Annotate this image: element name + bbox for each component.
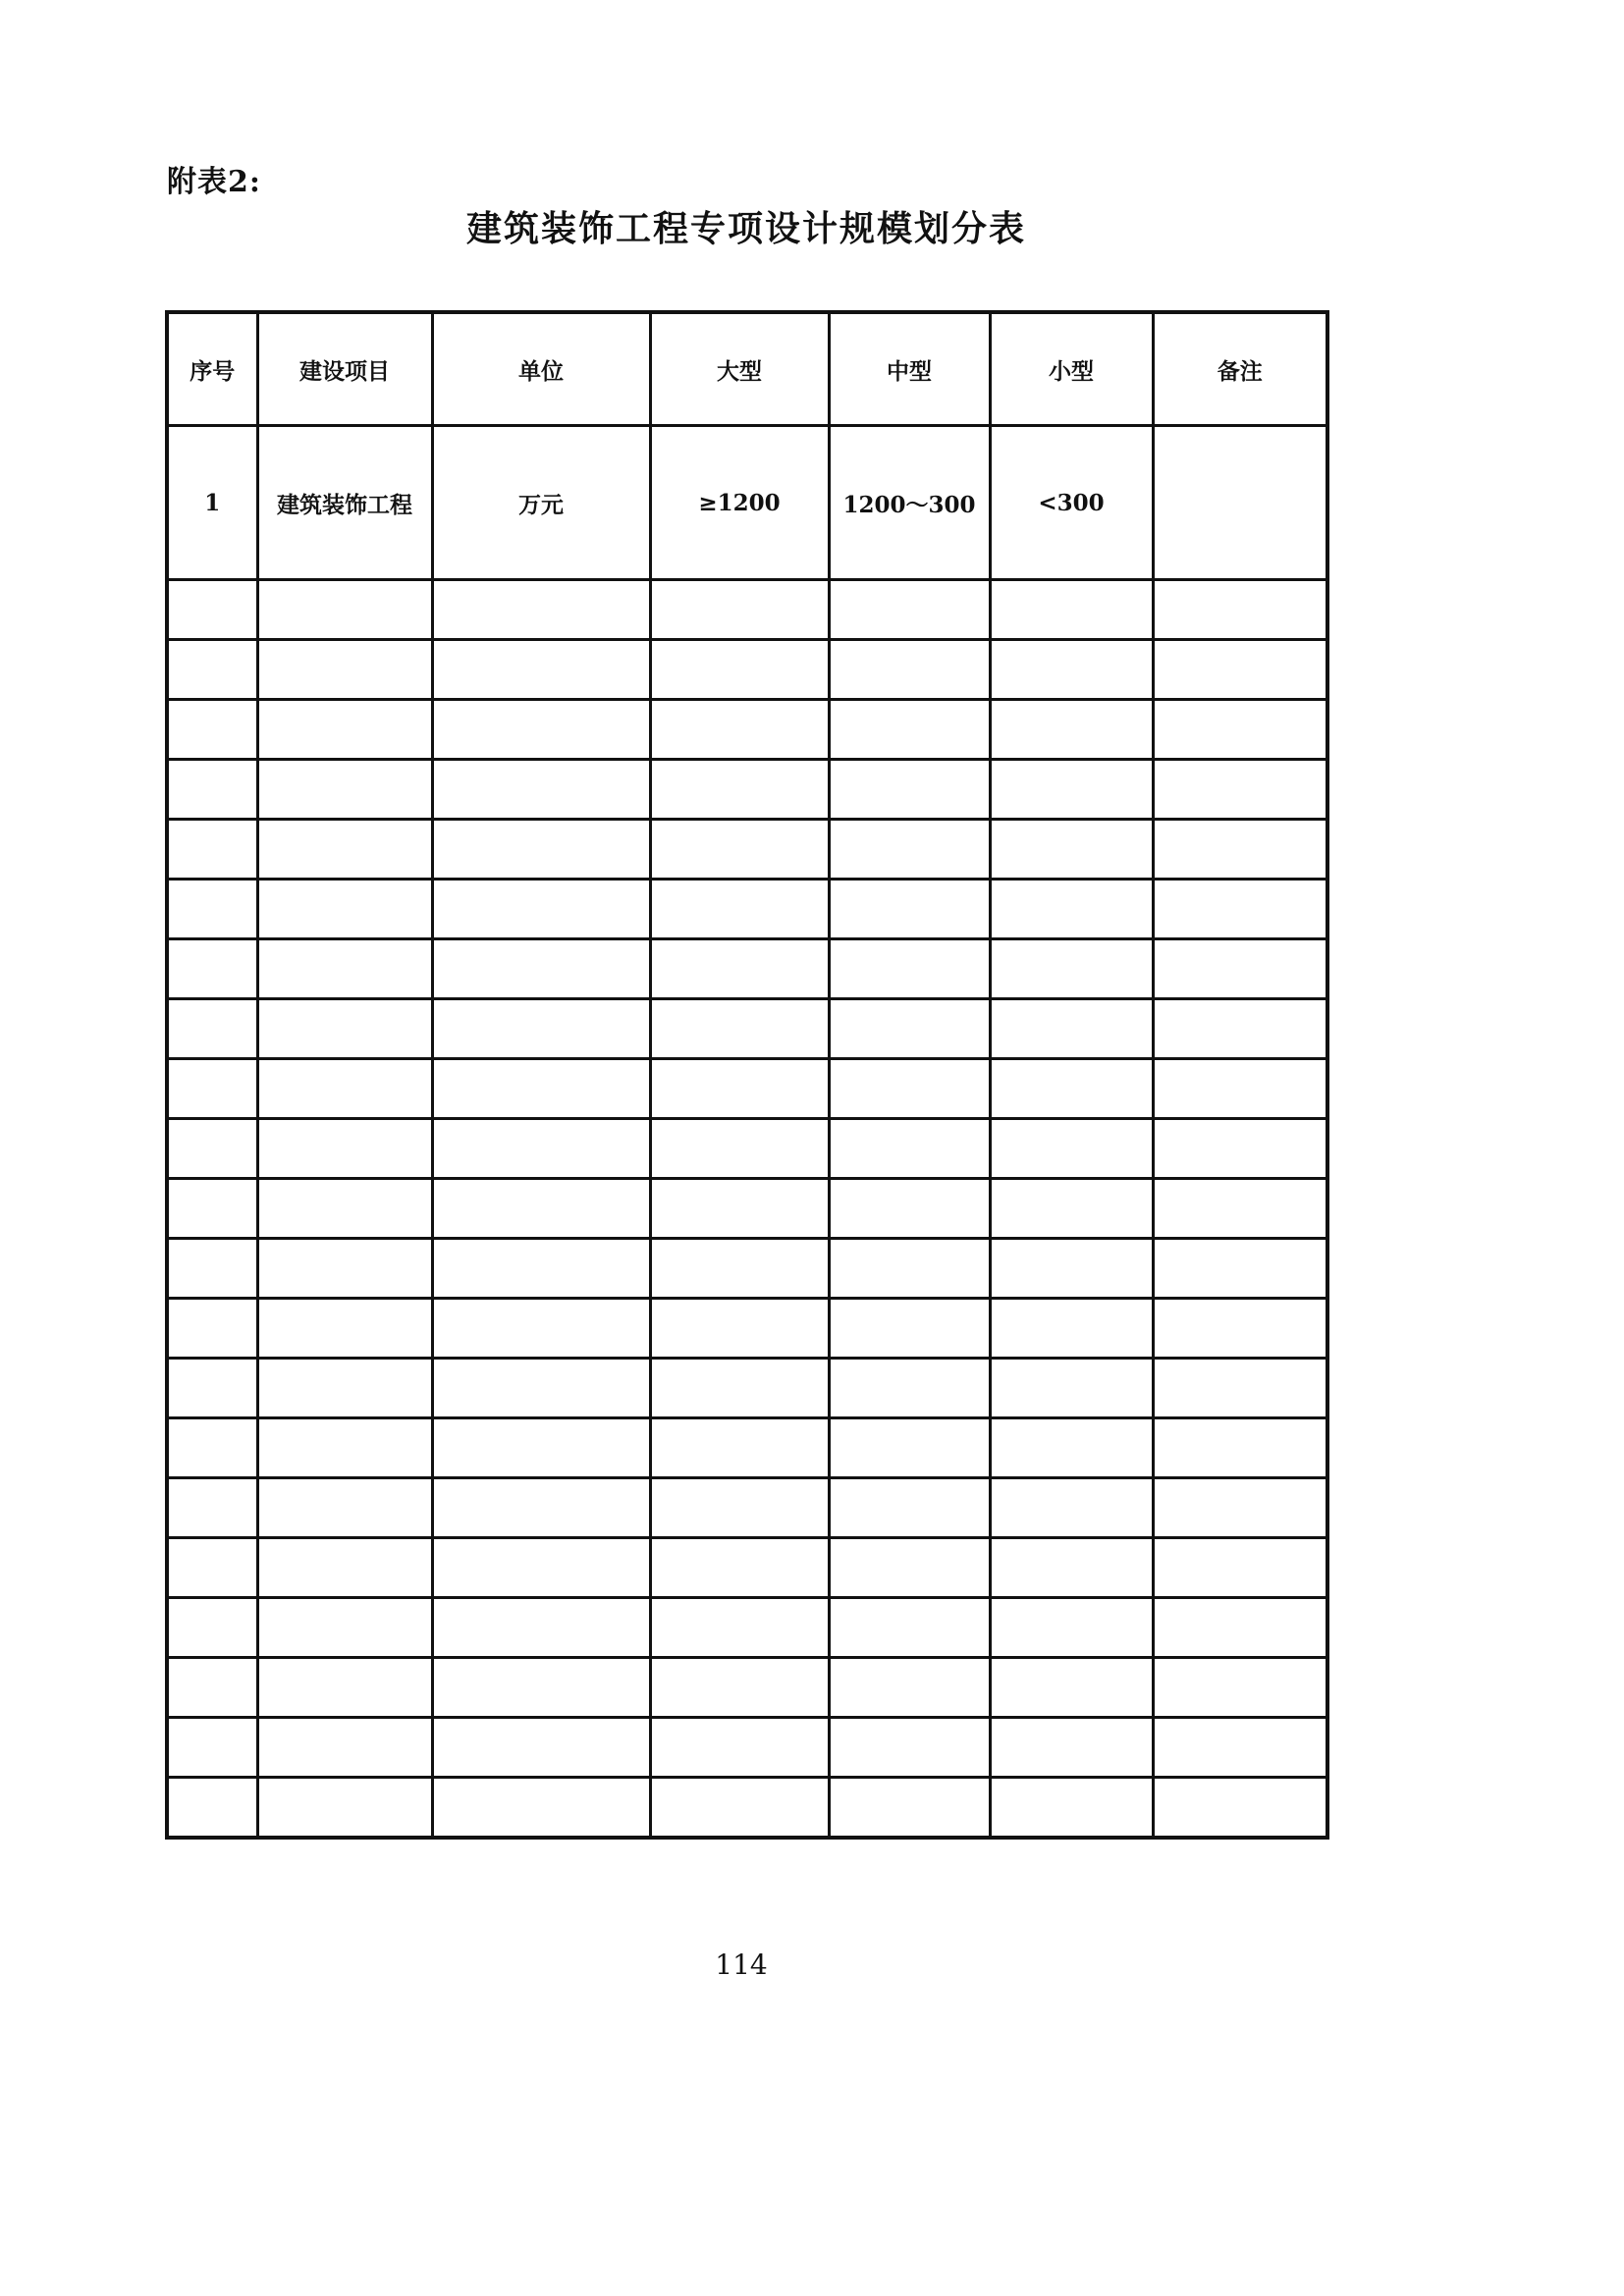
blank-cell bbox=[1153, 700, 1327, 760]
blank-table-row bbox=[167, 1418, 1327, 1478]
blank-cell bbox=[432, 1059, 650, 1119]
blank-cell bbox=[432, 1658, 650, 1718]
blank-cell bbox=[1153, 1359, 1327, 1418]
blank-table-row bbox=[167, 1239, 1327, 1299]
blank-table-row bbox=[167, 1538, 1327, 1598]
table-row bbox=[167, 426, 1327, 580]
cell-unit: 万元 bbox=[432, 426, 650, 580]
blank-cell bbox=[650, 640, 829, 700]
blank-cell bbox=[990, 1299, 1153, 1359]
blank-cell bbox=[257, 1778, 432, 1839]
blank-table-row bbox=[167, 580, 1327, 640]
blank-cell bbox=[167, 1778, 257, 1839]
blank-cell bbox=[257, 999, 432, 1059]
blank-cell bbox=[167, 1598, 257, 1658]
blank-cell bbox=[650, 820, 829, 880]
blank-cell bbox=[432, 939, 650, 999]
blank-cell bbox=[257, 580, 432, 640]
document-title: 建筑装饰工程专项设计规模划分表 bbox=[465, 209, 1026, 249]
blank-cell bbox=[990, 999, 1153, 1059]
blank-cell bbox=[257, 820, 432, 880]
blank-cell bbox=[650, 1239, 829, 1299]
blank-table-row bbox=[167, 880, 1327, 939]
blank-cell bbox=[257, 1538, 432, 1598]
blank-cell bbox=[1153, 1239, 1327, 1299]
blank-cell bbox=[990, 1119, 1153, 1179]
blank-table-row bbox=[167, 1299, 1327, 1359]
blank-cell bbox=[257, 1598, 432, 1658]
blank-cell bbox=[1153, 1418, 1327, 1478]
blank-cell bbox=[167, 1299, 257, 1359]
blank-cell bbox=[432, 580, 650, 640]
blank-cell bbox=[829, 939, 990, 999]
blank-table-row bbox=[167, 1778, 1327, 1839]
blank-cell bbox=[1153, 1538, 1327, 1598]
blank-cell bbox=[1153, 1179, 1327, 1239]
blank-cell bbox=[829, 1538, 990, 1598]
blank-cell bbox=[432, 880, 650, 939]
blank-cell bbox=[1153, 880, 1327, 939]
blank-cell bbox=[1153, 760, 1327, 820]
blank-cell bbox=[257, 1478, 432, 1538]
blank-cell bbox=[990, 820, 1153, 880]
blank-cell bbox=[990, 1778, 1153, 1839]
blank-cell bbox=[167, 880, 257, 939]
blank-cell bbox=[650, 1598, 829, 1658]
blank-cell bbox=[829, 1418, 990, 1478]
blank-cell bbox=[432, 1359, 650, 1418]
blank-cell bbox=[1153, 1478, 1327, 1538]
blank-cell bbox=[1153, 1778, 1327, 1839]
blank-cell bbox=[650, 580, 829, 640]
blank-cell bbox=[257, 1359, 432, 1418]
cell-project: 建筑装饰工程 bbox=[257, 426, 432, 580]
blank-cell bbox=[167, 1718, 257, 1778]
blank-cell bbox=[167, 1418, 257, 1478]
blank-cell bbox=[829, 1119, 990, 1179]
blank-cell bbox=[650, 939, 829, 999]
blank-cell bbox=[167, 1179, 257, 1239]
blank-cell bbox=[432, 1418, 650, 1478]
blank-cell bbox=[257, 1718, 432, 1778]
blank-cell bbox=[167, 700, 257, 760]
blank-cell bbox=[990, 939, 1153, 999]
blank-cell bbox=[167, 1478, 257, 1538]
blank-cell bbox=[990, 580, 1153, 640]
cell-index: 1 bbox=[167, 426, 257, 580]
header-index: 序号 bbox=[167, 312, 257, 426]
blank-table-row bbox=[167, 1598, 1327, 1658]
blank-cell bbox=[432, 820, 650, 880]
blank-table-row bbox=[167, 1059, 1327, 1119]
header-medium: 中型 bbox=[829, 312, 990, 426]
blank-cell bbox=[650, 1658, 829, 1718]
blank-table-row bbox=[167, 820, 1327, 880]
blank-cell bbox=[257, 700, 432, 760]
cell-small: <300 bbox=[990, 426, 1153, 580]
blank-cell bbox=[829, 1658, 990, 1718]
blank-cell bbox=[990, 1179, 1153, 1239]
blank-cell bbox=[432, 1299, 650, 1359]
blank-cell bbox=[650, 1718, 829, 1778]
blank-cell bbox=[829, 1718, 990, 1778]
blank-table-row bbox=[167, 1359, 1327, 1418]
blank-cell bbox=[829, 580, 990, 640]
header-unit: 单位 bbox=[432, 312, 650, 426]
blank-cell bbox=[432, 1239, 650, 1299]
blank-cell bbox=[167, 1119, 257, 1179]
blank-cell bbox=[990, 1239, 1153, 1299]
blank-cell bbox=[650, 999, 829, 1059]
blank-table-row bbox=[167, 1478, 1327, 1538]
blank-cell bbox=[257, 760, 432, 820]
blank-cell bbox=[990, 1418, 1153, 1478]
blank-table-row bbox=[167, 999, 1327, 1059]
blank-cell bbox=[829, 1179, 990, 1239]
blank-cell bbox=[829, 1299, 990, 1359]
appendix-label: 附表2: bbox=[167, 165, 261, 199]
blank-cell bbox=[829, 760, 990, 820]
blank-cell bbox=[167, 1359, 257, 1418]
blank-cell bbox=[167, 999, 257, 1059]
blank-cell bbox=[829, 880, 990, 939]
blank-cell bbox=[1153, 1059, 1327, 1119]
blank-cell bbox=[167, 939, 257, 999]
blank-cell bbox=[432, 1778, 650, 1839]
page-number: 114 bbox=[715, 1949, 768, 1981]
blank-cell bbox=[990, 1538, 1153, 1598]
blank-cell bbox=[990, 700, 1153, 760]
blank-cell bbox=[829, 1598, 990, 1658]
blank-cell bbox=[167, 820, 257, 880]
cell-remarks bbox=[1153, 426, 1327, 580]
header-large: 大型 bbox=[650, 312, 829, 426]
blank-cell bbox=[257, 1179, 432, 1239]
blank-cell bbox=[829, 1059, 990, 1119]
blank-cell bbox=[990, 1718, 1153, 1778]
blank-cell bbox=[650, 1059, 829, 1119]
blank-cell bbox=[990, 640, 1153, 700]
blank-cell bbox=[990, 1598, 1153, 1658]
cell-large: ≥1200 bbox=[650, 426, 829, 580]
blank-table-row bbox=[167, 700, 1327, 760]
blank-cell bbox=[432, 1718, 650, 1778]
blank-cell bbox=[257, 1299, 432, 1359]
table-header-row bbox=[167, 312, 1327, 426]
header-small: 小型 bbox=[990, 312, 1153, 426]
blank-cell bbox=[257, 1239, 432, 1299]
blank-cell bbox=[650, 1538, 829, 1598]
blank-cell bbox=[990, 1359, 1153, 1418]
cell-medium: 1200～300 bbox=[829, 426, 990, 580]
blank-cell bbox=[650, 880, 829, 939]
blank-table-row bbox=[167, 760, 1327, 820]
blank-cell bbox=[432, 999, 650, 1059]
blank-cell bbox=[650, 700, 829, 760]
blank-cell bbox=[990, 1658, 1153, 1718]
blank-table-row bbox=[167, 640, 1327, 700]
blank-cell bbox=[650, 1418, 829, 1478]
blank-cell bbox=[432, 1598, 650, 1658]
blank-table-row bbox=[167, 939, 1327, 999]
blank-table-row bbox=[167, 1718, 1327, 1778]
blank-cell bbox=[167, 1059, 257, 1119]
blank-cell bbox=[1153, 1598, 1327, 1658]
blank-cell bbox=[990, 1059, 1153, 1119]
scale-classification-table bbox=[165, 310, 1329, 1840]
blank-cell bbox=[167, 1239, 257, 1299]
blank-table-row bbox=[167, 1119, 1327, 1179]
blank-cell bbox=[1153, 640, 1327, 700]
blank-cell bbox=[990, 760, 1153, 820]
blank-cell bbox=[829, 1478, 990, 1538]
blank-cell bbox=[432, 700, 650, 760]
blank-cell bbox=[650, 1119, 829, 1179]
header-project: 建设项目 bbox=[257, 312, 432, 426]
blank-cell bbox=[257, 939, 432, 999]
blank-table-row bbox=[167, 1658, 1327, 1718]
blank-cell bbox=[1153, 1658, 1327, 1718]
blank-cell bbox=[432, 640, 650, 700]
blank-cell bbox=[1153, 999, 1327, 1059]
blank-cell bbox=[167, 760, 257, 820]
blank-cell bbox=[829, 1778, 990, 1839]
blank-cell bbox=[650, 1179, 829, 1239]
blank-table-row bbox=[167, 1179, 1327, 1239]
blank-cell bbox=[1153, 1718, 1327, 1778]
blank-cell bbox=[257, 880, 432, 939]
blank-cell bbox=[829, 820, 990, 880]
blank-cell bbox=[1153, 1119, 1327, 1179]
blank-cell bbox=[432, 1179, 650, 1239]
blank-cell bbox=[1153, 580, 1327, 640]
blank-cell bbox=[167, 1538, 257, 1598]
blank-cell bbox=[1153, 939, 1327, 999]
blank-cell bbox=[432, 1478, 650, 1538]
blank-cell bbox=[829, 1239, 990, 1299]
blank-cell bbox=[1153, 820, 1327, 880]
blank-cell bbox=[829, 700, 990, 760]
blank-cell bbox=[432, 1119, 650, 1179]
blank-cell bbox=[432, 1538, 650, 1598]
blank-cell bbox=[257, 640, 432, 700]
blank-cell bbox=[829, 640, 990, 700]
header-remarks: 备注 bbox=[1153, 312, 1327, 426]
blank-cell bbox=[257, 1418, 432, 1478]
blank-cell bbox=[432, 760, 650, 820]
blank-cell bbox=[650, 1778, 829, 1839]
blank-cell bbox=[1153, 1299, 1327, 1359]
blank-cell bbox=[257, 1119, 432, 1179]
blank-cell bbox=[990, 1478, 1153, 1538]
blank-cell bbox=[650, 1359, 829, 1418]
blank-cell bbox=[650, 760, 829, 820]
blank-cell bbox=[167, 640, 257, 700]
blank-cell bbox=[257, 1059, 432, 1119]
blank-cell bbox=[650, 1478, 829, 1538]
blank-cell bbox=[167, 580, 257, 640]
blank-cell bbox=[257, 1658, 432, 1718]
blank-cell bbox=[990, 880, 1153, 939]
blank-cell bbox=[650, 1299, 829, 1359]
blank-cell bbox=[167, 1658, 257, 1718]
blank-cell bbox=[829, 1359, 990, 1418]
blank-cell bbox=[829, 999, 990, 1059]
